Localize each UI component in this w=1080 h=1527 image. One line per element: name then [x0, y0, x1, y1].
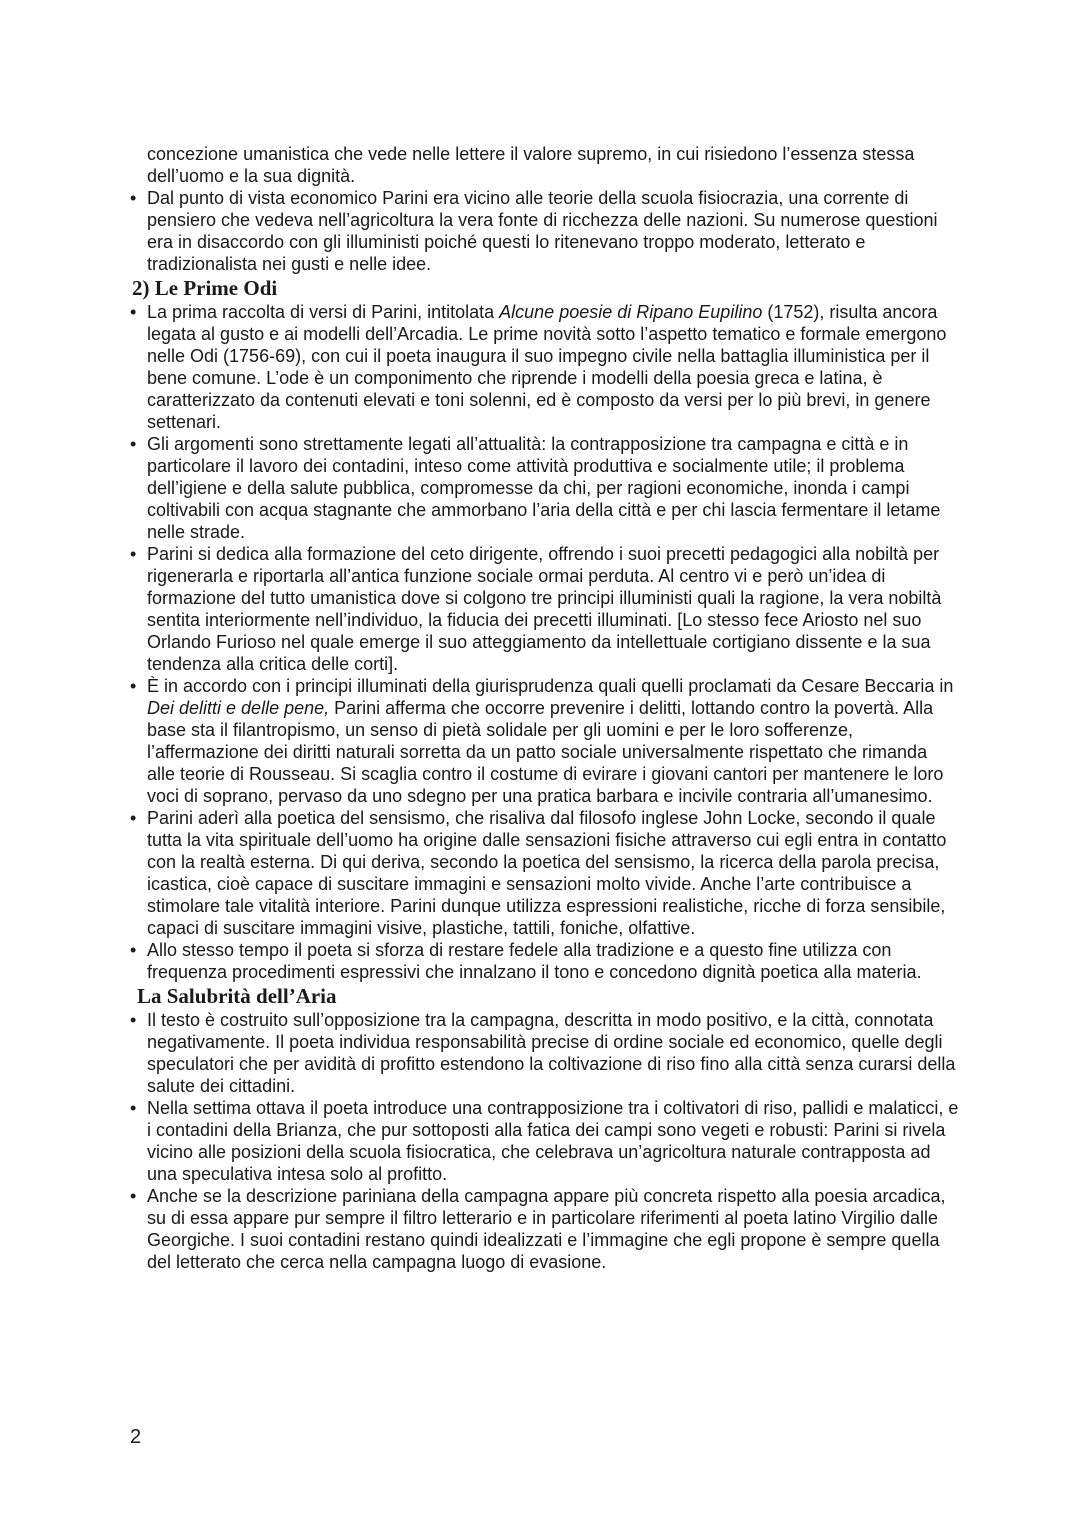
bullet-dot: •	[130, 302, 137, 322]
bullet-text-pre: La prima raccolta di versi di Parini, intitolata	[147, 302, 500, 322]
bullet-dot: •	[130, 1098, 137, 1118]
book-title-italic: Dei delitti e delle pene,	[147, 698, 330, 718]
section-heading-salubrita: La Salubrità dell’Aria	[137, 984, 337, 1008]
bullet-ceto-dirigente	[130, 543, 960, 675]
bullet-text: Allo stesso tempo il poeta si sforza di restare fedele alla tradizione e a questo fine utilizza con frequenza procedimenti espressivi che innalzano il tono e concedono dignità poetica alla materia.	[147, 940, 922, 982]
bullet-argomenti	[130, 433, 960, 543]
bullet-dot: •	[130, 676, 137, 696]
book-title-italic: Alcune poesie di Ripano Eupilino	[499, 302, 763, 322]
page-number: 2	[130, 1426, 142, 1448]
bullet-dot: •	[130, 808, 137, 828]
bullet-dot: •	[130, 188, 137, 208]
bullet-dot: •	[130, 1010, 137, 1030]
bullet-dot: •	[130, 544, 137, 564]
bullet-text: Il testo è costruito sull’opposizione tra la campagna, descritta in modo positivo, e la città, connotata negativamente. Il poeta individua responsabilità precise di ordine sociale ed economico, quelle degli speculatori che per avidità di profitto estendono la coltivazione di riso fino alla città senza curarsi della salute dei cittadini.	[147, 1010, 956, 1096]
bullet-descrizione-campagna	[130, 1185, 960, 1273]
bullet-prima-raccolta	[130, 301, 960, 433]
bullet-text: Nella settima ottava il poeta introduce una contrapposizione tra i coltivatori di riso, pallidi e malaticci, e i contadini della Brianza, che pur sottoposti alla fatica dei campi sono vegeti e robusti: Parini si rivela vicino alle posizioni della scuola fisiocratica, che celebrava un’agricoltura naturale contrapposta ad una speculativa intesa solo al profitto.	[147, 1098, 959, 1184]
bullet-dot: •	[130, 1186, 137, 1206]
page-body	[130, 143, 960, 1273]
bullet-text: Gli argomenti sono strettamente legati all’attualità: la contrapposizione tra campagna e città e in particolare il lavoro dei contadini, inteso come attività produttiva e socialmente utile; il problema dell’igiene e della salute pubblica, compromesse da chi, per ragioni economiche, inonda i campi coltivabili con acqua stagnante che ammorbano l’aria della città e per chi lascia fermentare il letame nelle strade.	[147, 434, 941, 542]
bullet-text: Dal punto di vista economico Parini era vicino alle teorie della scuola fisiocrazia, una corrente di pensiero che vedeva nell’agricoltura la vera fonte di ricchezza delle nazioni. Su numerose questioni era in disaccordo con gli illuministi poiché questi lo ritenevano troppo moderato, letterato e tradizionalista nei gusti e nelle idee.	[147, 188, 938, 274]
bullet-text: Parini si dedica alla formazione del ceto dirigente, offrendo i suoi precetti pedagogici alla nobiltà per rigenerarla e riportarla all’antica funzione sociale ormai perduta. Al centro vi e però un’idea di formazione del tutto umanistica dove si colgono tre principi illuministi quali la ragione, la vera nobiltà sentita interiormente nell’individuo, la fiducia dei precetti illuminati. [Lo stesso fece Ariosto nel suo Orlando Furioso nel quale emerge il suo atteggiamento da intellettuale cortigiano dissente e la sua tendenza alla critica delle corti].	[147, 544, 942, 674]
bullet-dot: •	[130, 434, 137, 454]
intro-continuation: concezione umanistica che vede nelle lettere il valore supremo, in cui risiedono l’essenza stessa dell’uomo e la sua dignità.	[147, 144, 915, 186]
bullet-text-post: (1752), risulta ancora legata al gusto e ai modelli dell’Arcadia. Le prime novità sotto l’aspetto tematico e formale emergono nelle Odi (1756-69), con cui il poeta inaugura il suo impegno civile nella battaglia illuministica per il bene comune. L’ode è un componimento che riprende i modelli della poesia greca e latina, è caratterizzato da contenuti elevati e toni solenni, ed è composto da versi per lo più brevi, in genere settenari.	[147, 302, 947, 432]
bullet-text-post: Parini afferma che occorre prevenire i delitti, lottando contro la povertà. Alla base sta il filantropismo, un senso di pietà solidale per gli uomini e per le loro sofferenze, l’affermazione dei diritti naturali sorretta da un patto sociale universalmente rispettato che rimanda alle teorie di Rousseau. Si scaglia contro il costume di evirare i giovani cantori per mantenere le loro voci di soprano, pervaso da uno sdegno per una pratica barbara e incivile contraria all’umanesimo.	[147, 698, 944, 806]
bullet-text-pre: È in accordo con i principi illuminati della giurisprudenza quali quelli proclamati da Cesare Beccaria in	[147, 676, 954, 696]
bullet-tradizione	[130, 939, 960, 983]
bullet-giurisprudenza	[130, 675, 960, 807]
bullet-text: Parini aderì alla poetica del sensismo, che risaliva dal filosofo inglese John Locke, secondo il quale tutta la vita spirituale dell’uomo ha origine dalle sensazioni fisiche attraverso cui egli entra in contatto con la realtà esterna. Di qui deriva, secondo la poetica del sensismo, la ricerca della parola precisa, icastica, cioè capace di suscitare immagini e sensazioni molto vivide. Anche l’arte contribuisce a stimolare tale vitalità interiore. Parini dunque utilizza espressioni realistiche, ricche di forza sensibile, capaci di suscitare immagini visive, plastiche, tattili, foniche, olfattive.	[147, 808, 947, 938]
bullet-text: Anche se la descrizione pariniana della campagna appare più concreta rispetto alla poesia arcadica, su di essa appare pur sempre il filtro letterario e in particolare riferimenti al poeta latino Virgilio dalle Georgiche. I suoi contadini restano quindi idealizzati e l’immagine che egli propone è sempre quella del letterato che cerca nella campagna luogo di evasione.	[147, 1186, 946, 1272]
bullet-sensismo	[130, 807, 960, 939]
bullet-economics	[130, 187, 960, 275]
section-heading-prime-odi: 2) Le Prime Odi	[132, 276, 278, 300]
bullet-settima-ottava	[130, 1097, 960, 1185]
bullet-dot: •	[130, 940, 137, 960]
bullet-opposizione	[130, 1009, 960, 1097]
